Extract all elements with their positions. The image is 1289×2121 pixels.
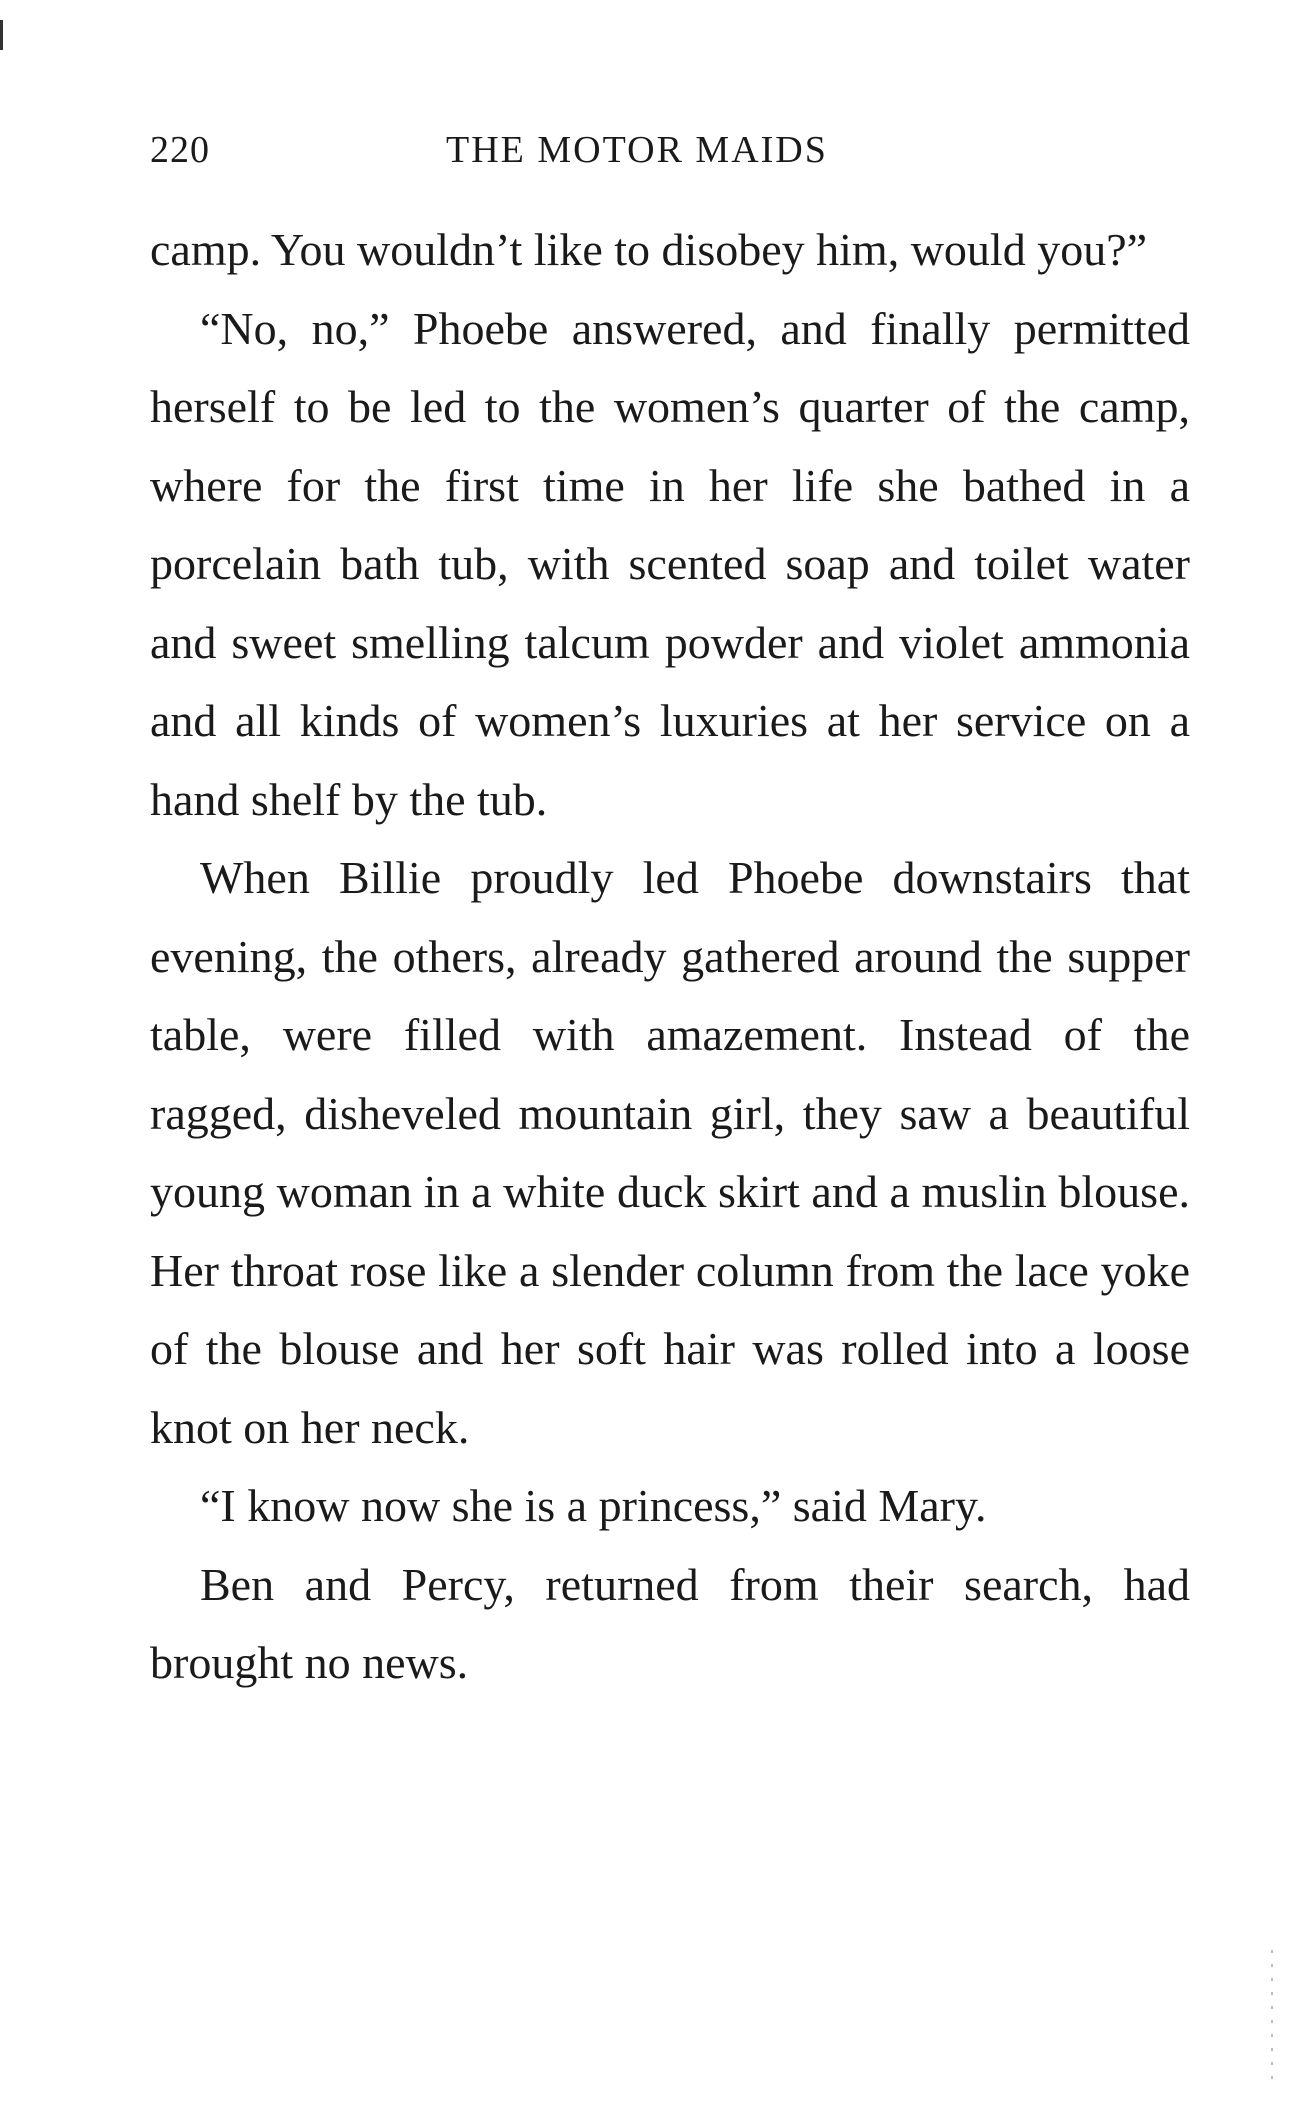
scan-edge-dots	[1271, 1950, 1273, 2080]
running-title: THE MOTOR MAIDS	[446, 129, 828, 171]
scan-margin-mark	[0, 20, 3, 50]
paragraph-4: “I know now she is a princess,” said Mary.	[200, 1480, 987, 1531]
paragraph-5: Ben and Percy, returned from their search, had brought no news.	[150, 1558, 1190, 1688]
page-header	[150, 128, 1190, 178]
paragraph-2: “No, no,” Phoebe answered, and finally permitted herself to be led to the women’s quarter of the camp, where for the first time in her life she bathed in a porcelain bath tub, with scented soap and toilet water and sweet smelling talcum powder and violet ammonia and all kinds of women’s luxuries at her service on a hand shelf by the tub.	[150, 302, 1190, 825]
body-text	[150, 211, 1190, 1703]
paragraph-1: camp. You wouldn’t like to disobey him, would you?”	[150, 224, 1148, 275]
page-number: 220	[150, 129, 210, 171]
paragraph-3: When Billie proudly led Phoebe downstairs that evening, the others, already gathered around the supper table, were filled with amazement. Instead of the ragged, disheveled mountain girl, they saw a beautiful young woman in a white duck skirt and a muslin blouse. Her throat rose like a slender column from the lace yoke of the blouse and her soft hair was rolled into a loose knot on her neck.	[150, 852, 1190, 1453]
